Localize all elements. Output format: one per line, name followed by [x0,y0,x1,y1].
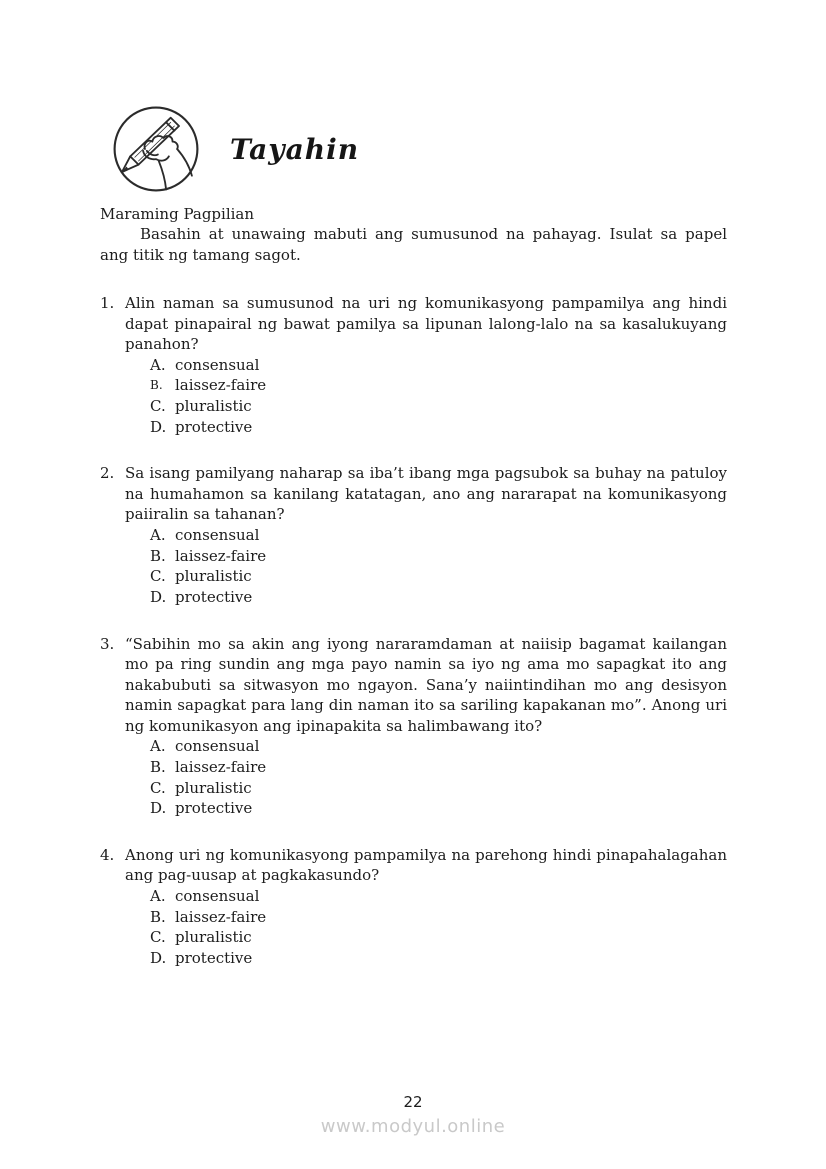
instructions-text: Basahin at unawaing mabuti ang sumusunod na pahayag. Isulat sa papel ang titik ng tamang sagot. [100,225,727,264]
option-b [150,546,727,567]
option-d [150,948,727,969]
question-3 [100,634,727,819]
writing-hand-icon [110,103,202,195]
option-c [150,927,727,948]
option-text: pluralistic [175,778,252,797]
option-letter: C. [150,567,166,586]
option-b [150,757,727,778]
option-a [150,736,727,757]
option-letter: B. [150,378,163,393]
section-subtitle: Maraming Pagpilian [100,205,255,223]
option-text: consensual [175,525,260,544]
question-text: Anong uri ng komunikasyong pampamilya na parehong hindi pinapahalagahan ang pag-uusap at pagkakasundo? [125,845,727,885]
option-text: protective [175,799,253,818]
option-c [150,566,727,587]
option-d [150,417,727,438]
option-text: laissez-faire [175,546,267,565]
option-letter: A. [150,886,166,905]
option-letter: D. [150,587,167,606]
question-list [100,293,727,969]
options-list [150,525,727,608]
option-letter: B. [150,907,166,926]
option-text: laissez-faire [175,757,267,776]
question-4 [100,845,727,969]
page-footer [0,1093,826,1137]
question-number: 1. [100,294,115,312]
option-c [150,396,727,417]
option-text: consensual [175,886,260,905]
question-text: Alin naman sa sumusunod na uri ng komunikasyong pampamilya ang hindi dapat pinapairal ng bawat pamilya sa lipunan lalong-lalo na sa kasalukuyang panahon? [125,294,727,353]
option-letter: A. [150,355,166,374]
option-d [150,587,727,608]
option-b [150,375,727,396]
option-letter: A. [150,525,166,544]
page-title: Tayahin [230,132,360,166]
options-list [150,736,727,819]
option-text: laissez-faire [175,907,267,926]
question-1 [100,293,727,437]
option-text: protective [175,949,253,968]
option-text: protective [175,587,253,606]
option-a [150,525,727,546]
question-2 [100,463,727,607]
option-a [150,355,727,376]
option-letter: D. [150,799,167,818]
option-text: consensual [175,355,260,374]
page-header [110,103,727,195]
page-number: 22 [403,1093,423,1111]
option-letter: A. [150,737,166,756]
watermark-text: www.modyul.online [320,1116,506,1137]
question-number: 3. [100,634,115,653]
option-b [150,907,727,928]
option-letter: B. [150,546,166,565]
option-text: consensual [175,737,260,756]
option-letter: C. [150,928,166,947]
option-a [150,886,727,907]
option-text: pluralistic [175,928,252,947]
option-c [150,778,727,799]
option-letter: C. [150,778,166,797]
option-text: pluralistic [175,396,252,415]
option-d [150,798,727,819]
option-letter: C. [150,396,166,415]
question-number: 2. [100,464,115,483]
option-letter: D. [150,417,167,436]
options-list [150,355,727,438]
options-list [150,886,727,969]
option-text: protective [175,417,253,436]
option-text: laissez-faire [175,376,267,395]
question-text: “Sabihin mo sa akin ang iyong nararamdaman at naiisip bagamat kailangan mo pa ring sundin ang mga payo namin sa iyo ng ama mo sapagkat ito ang nakabubuti sa sitwasyon mo ngayon. Sana’y naiintindihan mo ang desisyon namin sapagkat para lang din naman ito sa sariling kapakanan mo”. Anong uri ng komunikasyon ang ipinapakita sa halimbawang ito? [125,634,727,735]
question-text: Sa isang pamilyang naharap sa iba’t ibang mga pagsubok sa buhay na patuloy na humahamon sa kanilang katatagan, ano ang nararapat na komunikasyong paiiralin sa tahanan? [125,464,727,524]
option-letter: B. [150,757,166,776]
option-letter: D. [150,949,167,968]
question-number: 4. [100,845,115,864]
option-text: pluralistic [175,567,252,586]
